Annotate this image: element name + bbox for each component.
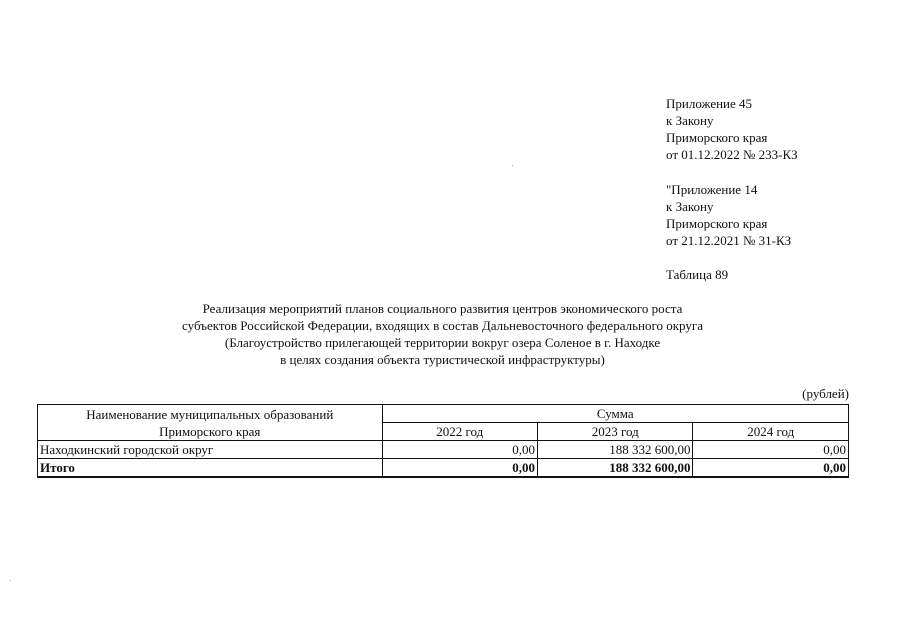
document-title: [100, 300, 785, 368]
table-total-row: [38, 459, 849, 478]
row-value-2024: 0,00: [693, 441, 849, 459]
appendix-original-line-2: к Закону: [666, 199, 714, 214]
funding-table: [37, 404, 849, 478]
total-value-2024: 0,00: [693, 459, 849, 478]
table-row: [38, 441, 849, 459]
header-sum: Сумма: [382, 405, 848, 423]
table-header-row-1: [38, 405, 849, 423]
appendix-original-line-3: Приморского края: [666, 216, 768, 231]
units-label: (рублей): [802, 386, 849, 401]
row-value-2023: 188 332 600,00: [538, 441, 693, 459]
header-municipality: [38, 405, 383, 441]
appendix-current-line-3: Приморского края: [666, 130, 768, 145]
row-value-2022: 0,00: [382, 441, 537, 459]
appendix-original: [666, 181, 791, 249]
appendix-original-line-1: "Приложение 14: [666, 182, 758, 197]
title-line-3: (Благоустройство прилегающей территории вокруг озера Соленое в г. Находке: [224, 335, 661, 350]
table-number: Таблица 89: [666, 267, 729, 282]
header-year-2024: 2024 год: [693, 423, 849, 441]
header-municipality-label: Наименование муниципальных образований Приморского края: [86, 406, 334, 439]
appendix-current-line-4: от 01.12.2022 № 233-КЗ: [666, 147, 798, 162]
appendix-current-line-2: к Закону: [666, 113, 714, 128]
total-value-2022: 0,00: [382, 459, 537, 478]
scan-speck: [512, 165, 513, 166]
appendix-current-line-1: Приложение 45: [666, 96, 753, 111]
row-name: Находкинский городской округ: [38, 441, 383, 459]
header-year-2022: 2022 год: [382, 423, 537, 441]
appendix-original-line-4: от 21.12.2021 № 31-КЗ: [666, 233, 792, 248]
title-line-4: в целях создания объекта туристической инфраструктуры): [280, 352, 605, 367]
title-line-2: субъектов Российской Федерации, входящих в состав Дальневосточного федерального округа: [182, 318, 703, 333]
appendix-current: [666, 95, 798, 163]
total-value-2023: 188 332 600,00: [538, 459, 693, 478]
title-line-1: Реализация мероприятий планов социального развития центров экономического роста: [202, 301, 683, 316]
total-name: Итого: [38, 459, 383, 478]
header-year-2023: 2023 год: [538, 423, 693, 441]
scan-speck: [10, 580, 11, 581]
